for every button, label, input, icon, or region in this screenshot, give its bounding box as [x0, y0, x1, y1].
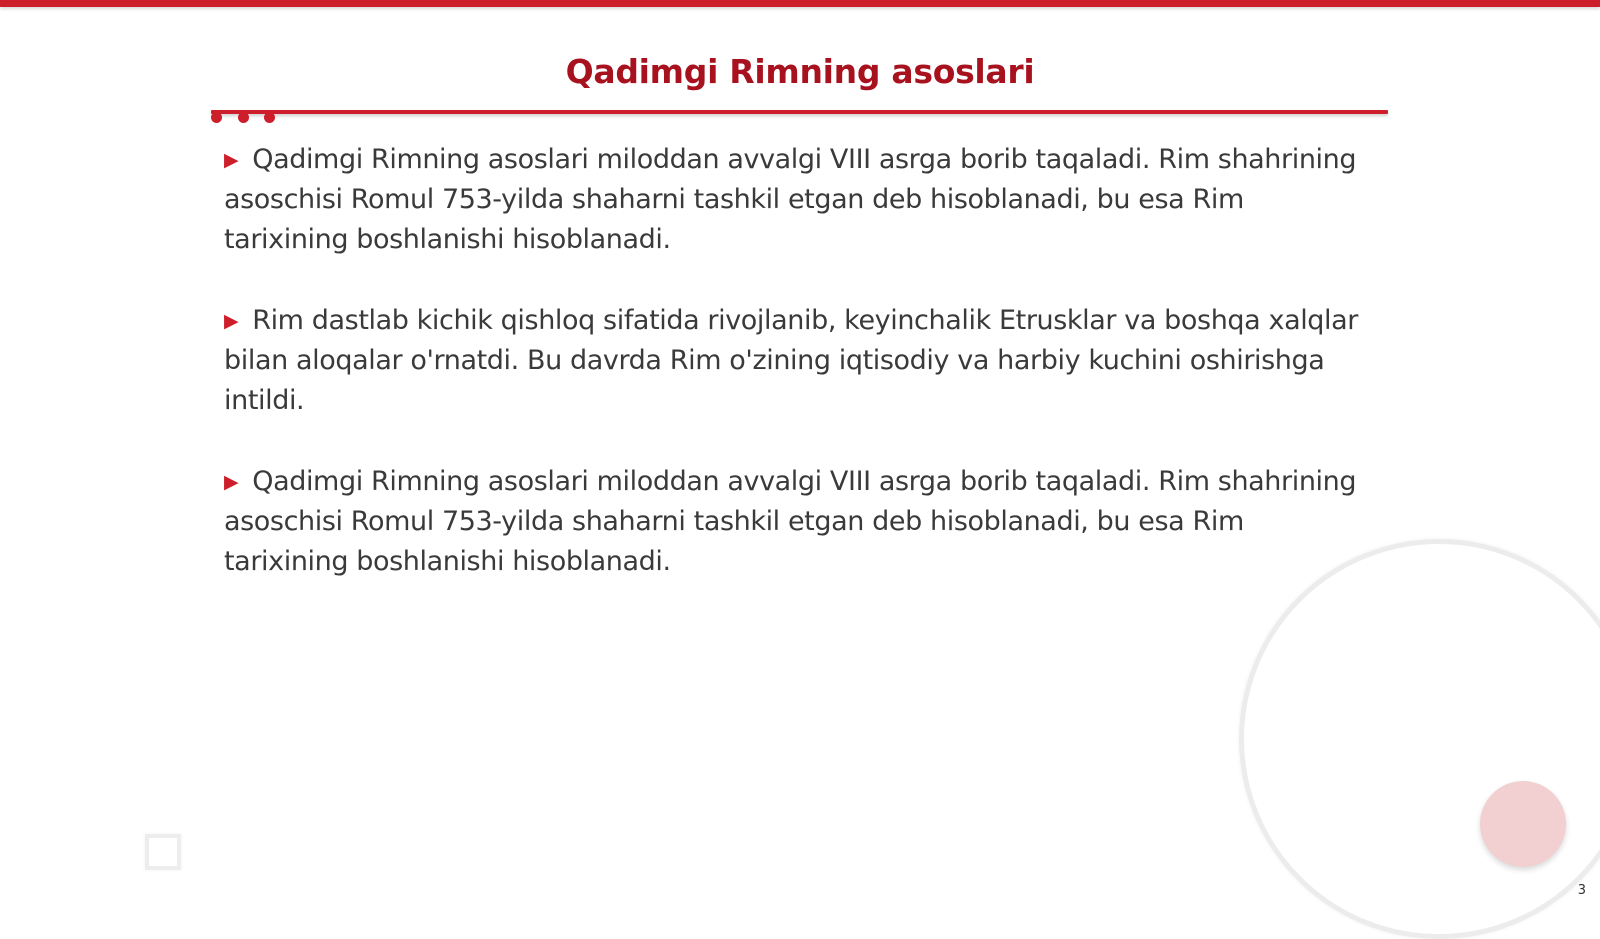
triangle-bullet-icon: ▶ — [224, 471, 239, 493]
decor-dot-1 — [211, 112, 222, 123]
triangle-bullet-icon: ▶ — [224, 310, 239, 332]
bullet-text: Rim dastlab kichik qishloq sifatida rivojlanib, keyinchalik Etrusklar va boshqa xalqlar bilan aloqalar o'rnatdi. Bu davrda Rim o'zining iqtisodiy va harbiy kuchini oshirishga intildi. — [224, 305, 1358, 416]
bullet-text: Qadimgi Rimning asoslari miloddan avvalgi VIII asrga borib taqaladi. Rim shahrining asoschisi Romul 753-yilda shaharni tashkil etgan deb hisoblanadi, bu esa Rim tarixining boshlanishi hisoblanadi. — [224, 144, 1357, 255]
bullet-list — [224, 140, 1374, 623]
slide-title: Qadimgi Rimning asoslari — [565, 52, 1035, 91]
decor-dot-2 — [238, 112, 249, 123]
triangle-bullet-icon: ▶ — [224, 149, 239, 171]
bullet-item — [224, 140, 1374, 260]
bullet-text: Qadimgi Rimning asoslari miloddan avvalgi VIII asrga borib taqaladi. Rim shahrining asoschisi Romul 753-yilda shaharni tashkil etgan deb hisoblanadi, bu esa Rim tarixining boshlanishi hisoblanadi. — [224, 466, 1357, 577]
bullet-item — [224, 462, 1374, 582]
title-underline — [211, 110, 1388, 114]
bullet-item — [224, 301, 1374, 421]
decor-dot-3 — [264, 112, 275, 123]
decor-pink-circle — [1480, 781, 1566, 867]
decor-square — [145, 834, 181, 870]
top-accent-bar — [0, 0, 1600, 7]
page-number: 3 — [1577, 883, 1586, 898]
